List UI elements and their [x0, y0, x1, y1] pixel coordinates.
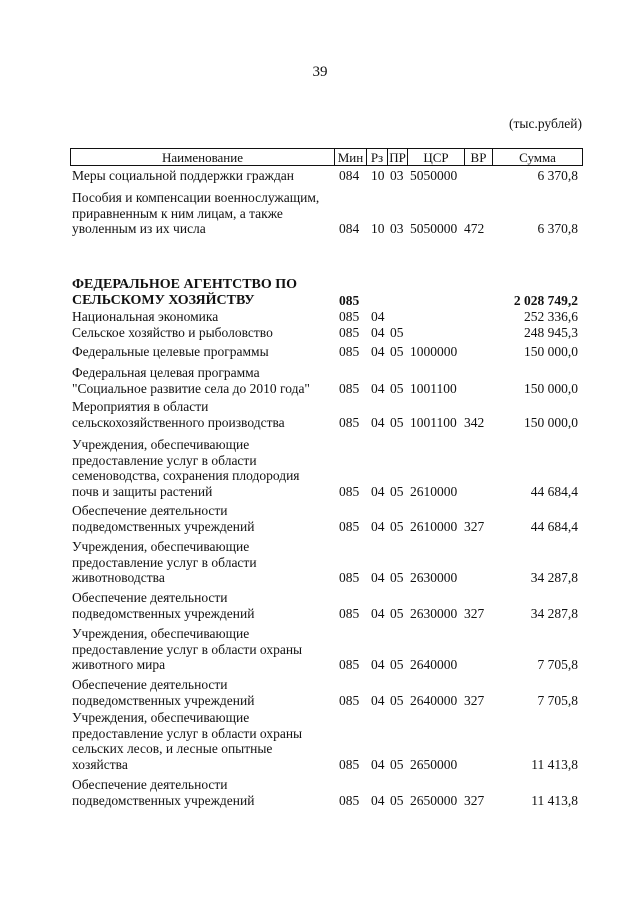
cell-pr: 05 — [390, 692, 404, 708]
cell-csr: 2640000 — [410, 657, 458, 673]
row-name — [72, 777, 334, 808]
row-name — [72, 590, 334, 621]
cell-min: 084 — [339, 168, 360, 183]
cell-csr: 1000000 — [410, 344, 458, 359]
cell-rz: 04 — [371, 792, 385, 808]
cell-csr: 2650000 — [410, 792, 458, 808]
row-name — [72, 677, 334, 708]
cell-sum: 248 945,3 — [524, 325, 578, 340]
table-row — [0, 710, 640, 772]
cell-min: 085 — [339, 414, 360, 430]
row-name-line: подведомственных учреждений — [72, 792, 255, 808]
row-name-line: ФЕДЕРАЛЬНОЕ АГЕНТСТВО ПО — [72, 277, 298, 292]
row-name-line: Учреждения, обеспечивающие — [72, 437, 250, 452]
cell-vr: 342 — [464, 414, 485, 430]
cell-min: 085 — [339, 380, 360, 396]
cell-min: 085 — [339, 605, 360, 621]
row-name-line: Обеспечение деятельности — [72, 590, 228, 605]
row-name — [72, 344, 334, 360]
row-name — [72, 626, 334, 673]
table-row — [0, 503, 640, 534]
cell-min: 085 — [339, 570, 360, 586]
cell-min: 085 — [339, 292, 360, 308]
cell-sum: 7 705,8 — [537, 692, 578, 708]
row-name-line: Учреждения, обеспечивающие — [72, 710, 250, 725]
row-name — [72, 539, 334, 586]
table-row — [0, 344, 640, 360]
cell-vr: 327 — [464, 692, 485, 708]
page-number: 39 — [312, 64, 328, 80]
row-name — [72, 277, 334, 308]
cell-pr: 03 — [390, 168, 404, 183]
cell-sum: 150 000,0 — [524, 344, 578, 359]
cell-csr: 1001100 — [410, 414, 457, 430]
table-row — [0, 168, 640, 184]
cell-vr: 472 — [464, 221, 485, 237]
cell-vr: 327 — [464, 605, 485, 621]
row-name-line: Мероприятия в области — [72, 399, 209, 414]
cell-csr: 5050000 — [410, 221, 458, 237]
table-row — [0, 365, 640, 396]
row-name-line: Учреждения, обеспечивающие — [72, 626, 250, 641]
row-name-line: животноводства — [72, 570, 165, 586]
cell-rz: 10 — [371, 221, 385, 237]
row-name — [72, 309, 334, 325]
table-row — [0, 309, 640, 325]
row-name-line: подведомственных учреждений — [72, 518, 255, 534]
table-row — [0, 325, 640, 341]
row-name-line: семеноводства, сохранения плодородия — [72, 468, 300, 484]
row-name-line: Обеспечение деятельности — [72, 503, 228, 518]
cell-rz: 04 — [371, 344, 385, 359]
cell-pr: 05 — [390, 483, 404, 499]
cell-csr: 2640000 — [410, 692, 458, 708]
row-name-line: подведомственных учреждений — [72, 692, 255, 708]
cell-sum: 7 705,8 — [537, 657, 578, 673]
cell-vr: 327 — [464, 792, 485, 808]
cell-rz: 04 — [371, 657, 385, 673]
header-rz: Рз — [366, 149, 387, 165]
cell-sum: 11 413,8 — [531, 756, 578, 772]
cell-sum: 11 413,8 — [531, 792, 578, 808]
table-row — [0, 539, 640, 586]
cell-pr: 05 — [390, 344, 404, 359]
table-row — [0, 437, 640, 499]
table-row — [0, 190, 640, 237]
cell-csr: 1001100 — [410, 380, 457, 396]
cell-pr: 05 — [390, 518, 404, 534]
row-name-line: предоставление услуг в области охраны — [72, 725, 303, 741]
header-csr: ЦСР — [407, 149, 464, 165]
table-row — [0, 399, 640, 430]
row-name-line: Федеральные целевые программы — [72, 344, 269, 359]
cell-rz: 04 — [371, 518, 385, 534]
cell-pr: 05 — [390, 657, 404, 673]
row-name-line: Учреждения, обеспечивающие — [72, 539, 250, 554]
row-name-line: животного мира — [72, 657, 166, 673]
cell-rz: 04 — [371, 570, 385, 586]
cell-pr: 05 — [390, 570, 404, 586]
cell-csr: 2650000 — [410, 756, 458, 772]
cell-min: 085 — [339, 518, 360, 534]
cell-min: 085 — [339, 483, 360, 499]
cell-rz: 04 — [371, 380, 385, 396]
cell-vr: 327 — [464, 518, 485, 534]
row-name — [72, 365, 334, 396]
cell-pr: 05 — [390, 380, 404, 396]
row-name — [72, 168, 334, 184]
cell-rz: 04 — [371, 309, 385, 324]
cell-sum: 34 287,8 — [530, 605, 578, 621]
row-name-line: Пособия и компенсации военнослужащим, — [72, 190, 320, 205]
cell-csr: 2610000 — [410, 483, 458, 499]
header-pr: ПР — [387, 149, 407, 165]
cell-sum: 6 370,8 — [537, 168, 578, 183]
cell-rz: 04 — [371, 325, 385, 340]
header-min: Мин — [334, 149, 366, 165]
row-name-line: Сельское хозяйство и рыболовство — [72, 325, 273, 340]
cell-csr: 5050000 — [410, 168, 458, 183]
table-row — [0, 626, 640, 673]
row-name-line: приравненным к ним лицам, а также — [72, 205, 283, 221]
row-name-line: Меры социальной поддержки граждан — [72, 168, 295, 183]
row-name-line: уволенным из их числа — [72, 221, 206, 237]
cell-rz: 04 — [371, 414, 385, 430]
cell-min: 085 — [339, 756, 360, 772]
row-name-line: предоставление услуг в области охраны — [72, 641, 303, 657]
row-name — [72, 399, 334, 430]
units-label: (тыс.рублей) — [509, 116, 582, 131]
cell-pr: 03 — [390, 221, 404, 237]
header-vr: ВР — [464, 149, 492, 165]
row-name — [72, 437, 334, 499]
row-name — [72, 190, 334, 237]
cell-min: 085 — [339, 344, 360, 359]
cell-min: 085 — [339, 792, 360, 808]
cell-csr: 2610000 — [410, 518, 458, 534]
row-name-line: почв и защиты растений — [72, 483, 213, 499]
cell-csr: 2630000 — [410, 570, 458, 586]
cell-min: 085 — [339, 309, 360, 324]
row-name-line: сельских лесов, и лесные опытные — [72, 741, 273, 757]
row-name-line: "Социальное развитие села до 2010 года" — [72, 380, 310, 396]
cell-rz: 04 — [371, 605, 385, 621]
row-name-line: предоставление услуг в области — [72, 452, 257, 468]
row-name-line: предоставление услуг в области — [72, 554, 257, 570]
cell-sum: 34 287,8 — [530, 570, 578, 586]
cell-csr: 2630000 — [410, 605, 458, 621]
cell-sum: 44 684,4 — [530, 483, 578, 499]
cell-sum: 150 000,0 — [524, 414, 578, 430]
cell-rz: 04 — [371, 756, 385, 772]
cell-min: 084 — [339, 221, 360, 237]
table-row — [0, 777, 640, 808]
row-name-line: хозяйства — [72, 756, 128, 772]
cell-pr: 05 — [390, 605, 404, 621]
cell-rz: 04 — [371, 692, 385, 708]
cell-pr: 05 — [390, 325, 404, 340]
cell-sum: 252 336,6 — [524, 309, 578, 324]
cell-sum: 44 684,4 — [530, 518, 578, 534]
row-name — [72, 503, 334, 534]
table-row — [0, 277, 640, 308]
cell-sum: 2 028 749,2 — [513, 292, 578, 308]
table-row — [0, 590, 640, 621]
cell-rz: 04 — [371, 483, 385, 499]
row-name — [72, 325, 334, 341]
cell-min: 085 — [339, 692, 360, 708]
cell-sum: 6 370,8 — [537, 221, 578, 237]
cell-pr: 05 — [390, 792, 404, 808]
cell-min: 085 — [339, 325, 360, 340]
row-name-line: Обеспечение деятельности — [72, 677, 228, 692]
row-name-line: Обеспечение деятельности — [72, 777, 228, 792]
header-name: Наименование — [162, 150, 243, 165]
cell-sum: 150 000,0 — [524, 380, 578, 396]
row-name-line: Федеральная целевая программа — [72, 365, 260, 380]
row-name — [72, 710, 334, 772]
row-name-line: СЕЛЬСКОМУ ХОЗЯЙСТВУ — [72, 292, 255, 308]
cell-pr: 05 — [390, 414, 404, 430]
cell-rz: 10 — [371, 168, 385, 183]
table-row — [0, 677, 640, 708]
row-name-line: сельскохозяйственного производства — [72, 414, 285, 430]
row-name-line: подведомственных учреждений — [72, 605, 255, 621]
cell-min: 085 — [339, 657, 360, 673]
cell-pr: 05 — [390, 756, 404, 772]
header-sum: Сумма — [492, 149, 582, 165]
row-name-line: Национальная экономика — [72, 309, 219, 324]
